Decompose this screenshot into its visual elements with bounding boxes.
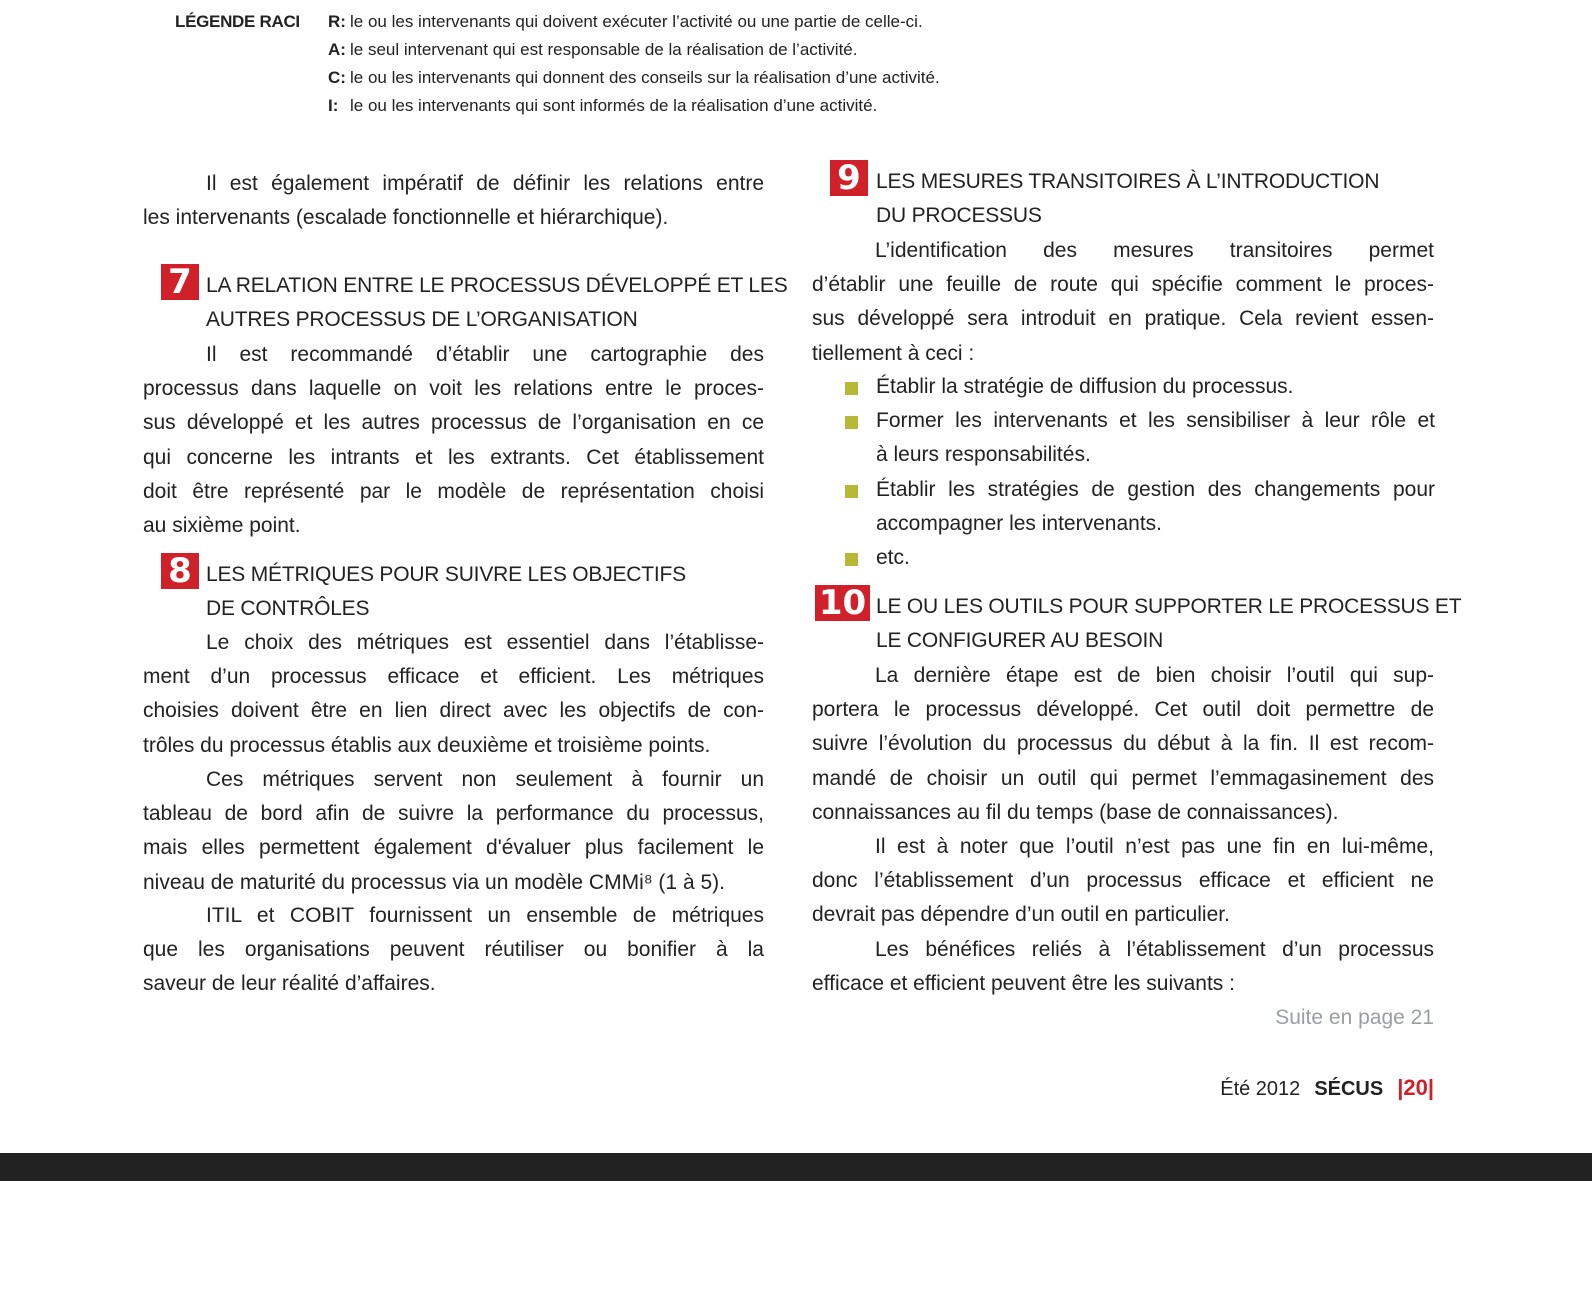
text-line: trôles du processus établis aux deuxième et troisième points. (143, 733, 711, 757)
text-line: Le choix des métriques est essentiel dans l’établisse- (206, 631, 764, 654)
section-10-paragraph-2 (812, 830, 1434, 933)
section-number-7: 7 (161, 264, 199, 300)
section-8-paragraph-2 (143, 763, 764, 900)
section-number-8: 8 (161, 553, 199, 589)
text-line: suivre l’évolution du processus du début à la fin. Il est recom- (812, 732, 1434, 756)
section-8-heading (206, 558, 686, 626)
intro-paragraph (143, 167, 764, 235)
legend-text: le ou les intervenants qui doivent exécuter l’activité ou une partie de celle-ci. (350, 12, 923, 31)
legend-key: R: (328, 12, 346, 31)
page-number: |20| (1397, 1075, 1434, 1100)
heading-line: LA RELATION ENTRE LE PROCESSUS DÉVELOPPÉ ET LES (206, 274, 788, 297)
legend-text: le ou les intervenants qui donnent des conseils sur la réalisation d’une activité. (350, 68, 940, 87)
legend-text: le seul intervenant qui est responsable de la réalisation de l’activité. (350, 40, 858, 59)
section-7-heading (206, 269, 788, 337)
legend-key: C: (328, 68, 346, 87)
heading-line: DE CONTRÔLES (206, 597, 370, 621)
text-line: sus développé sera introduit en pratique. Cela revient essen- (812, 307, 1434, 331)
text-line: devrait pas dépendre d’un outil en particulier. (812, 903, 1230, 927)
heading-line: LE CONFIGURER AU BESOIN (876, 629, 1164, 653)
list-item-text: etc. (876, 545, 910, 569)
list-item-text: Établir les stratégies de gestion des changements pour (876, 477, 1435, 501)
text-line: d’établir une feuille de route qui spécifie comment le proces- (812, 273, 1434, 297)
section-7-paragraph (143, 338, 764, 543)
list-item-text: à leurs responsabilités. (876, 443, 1091, 467)
heading-line: AUTRES PROCESSUS DE L’ORGANISATION (206, 308, 638, 332)
text-line: les intervenants (escalade fonctionnelle et hiérarchique). (143, 206, 669, 230)
continued-note: Suite en page 21 (1275, 1006, 1434, 1029)
text-line: sus développé et les autres processus de l’organisation en ce (143, 411, 764, 435)
text-line: saveur de leur réalité d’affaires. (143, 972, 436, 996)
heading-line: LES MESURES TRANSITOIRES À L’INTRODUCTION (876, 170, 1380, 193)
text-line: Les bénéfices reliés à l’établissement d’un processus (875, 938, 1434, 961)
text-line: ment d’un processus efficace et efficient. Les métriques (143, 665, 764, 689)
issue-season: Été 2012 (1220, 1078, 1301, 1100)
section-10-paragraph-3 (812, 933, 1434, 1001)
text-line: connaissances au fil du temps (base de connaissances). (812, 800, 1339, 824)
bottom-bar (0, 1153, 1592, 1181)
section-number-10: 10 (815, 585, 870, 621)
section-9-paragraph (812, 234, 1434, 371)
section-number-9: 9 (830, 160, 868, 196)
text-line: Il est recommandé d’établir une cartographie des (206, 343, 764, 366)
text-line: ITIL et COBIT fournissent un ensemble de métriques (206, 904, 764, 927)
magazine-name: SÉCUS (1314, 1078, 1384, 1100)
text-line: doit être représenté par le modèle de représentation choisi (143, 479, 764, 503)
list-item-text: Former les intervenants et les sensibiliser à leur rôle et (876, 409, 1435, 433)
section-10-paragraph-1 (812, 659, 1434, 830)
text-line: processus dans laquelle on voit les relations entre le proces- (143, 377, 764, 401)
heading-line: LES MÉTRIQUES POUR SUIVRE LES OBJECTIFS (206, 563, 686, 586)
list-item (845, 404, 1435, 472)
legend-key: I: (328, 96, 339, 115)
legend-key: A: (328, 40, 346, 59)
text-line: au sixième point. (143, 513, 301, 537)
list-item-text: accompagner les intervenants. (876, 511, 1162, 535)
text-line: L’identification des mesures transitoires permet (875, 239, 1434, 262)
list-item (845, 370, 1435, 404)
text-line: qui concerne les intrants et les extrants. Cet établissement (143, 445, 764, 469)
list-item (845, 473, 1435, 541)
section-8-paragraph-1 (143, 626, 764, 763)
legend-row (328, 8, 940, 36)
text-line: mais elles permettent également d'évaluer plus facilement le (143, 836, 764, 860)
text-line: tiellement à ceci : (812, 341, 975, 365)
list-item (845, 541, 1435, 575)
heading-line: DU PROCESSUS (876, 204, 1042, 228)
text-line: La dernière étape est de bien choisir l’outil qui sup- (875, 664, 1434, 687)
text-line: tableau de bord afin de suivre la performance du processus, (143, 802, 764, 826)
heading-line: LE OU LES OUTILS POUR SUPPORTER LE PROCESSUS ET (876, 595, 1462, 618)
square-bullet-icon (845, 416, 858, 429)
text-line: niveau de maturité du processus via un modèle CMMi⁸ (1 à 5). (143, 870, 725, 894)
section-9-heading (876, 165, 1379, 233)
section-10-heading (876, 590, 1461, 658)
section-8-paragraph-3 (143, 899, 764, 1002)
text-line: que les organisations peuvent réutiliser ou bonifier à la (143, 938, 764, 962)
text-line: Il est également impératif de définir les relations entre (206, 172, 764, 195)
text-line: efficace et efficient peuvent être les suivants : (812, 972, 1235, 996)
square-bullet-icon (845, 485, 858, 498)
text-line: donc l’établissement d’un processus efficace et efficient ne (812, 869, 1434, 893)
text-line: Il est à noter que l’outil n’est pas une fin en lui-même, (875, 835, 1434, 858)
legend-title: LÉGENDE RACI (175, 12, 300, 31)
legend-row (328, 92, 940, 120)
square-bullet-icon (845, 382, 858, 395)
list-item-text: Établir la stratégie de diffusion du processus. (876, 375, 1294, 398)
legend-row (328, 64, 940, 92)
text-line: choisies doivent être en lien direct avec les objectifs de con- (143, 699, 764, 723)
page-footer (1220, 1075, 1434, 1101)
legend-text: le ou les intervenants qui sont informés de la réalisation d’une activité. (350, 96, 878, 115)
text-line: Ces métriques servent non seulement à fournir un (206, 768, 764, 791)
text-line: mandé de choisir un outil qui permet l’emmagasinement des (812, 766, 1434, 790)
square-bullet-icon (845, 553, 858, 566)
section-9-bullet-list (845, 370, 1435, 575)
legend-row (328, 36, 940, 64)
text-line: portera le processus développé. Cet outil doit permettre de (812, 698, 1434, 722)
